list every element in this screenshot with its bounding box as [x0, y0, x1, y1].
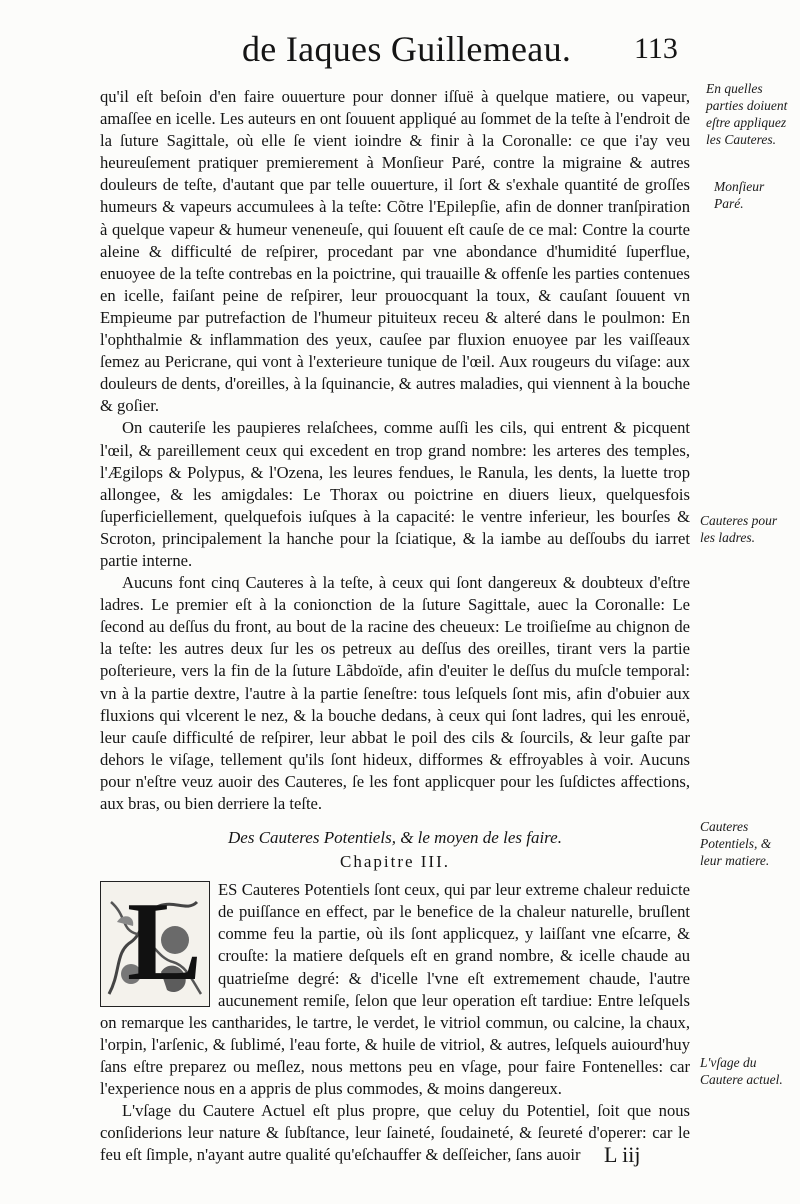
final-paragraph: L'vſage du Cautere Actuel eſt plus propre, que celuy du Potentiel, ſoit que nous conſiderions leur nature & ſubſtance, leur ſaineté, ſoudaineté, & ſeureté d'operer: car le feu eſt ſimple, n'ayant autre qualité qu'eſchauffer & deſſeicher, ſans auoir	[100, 1101, 690, 1165]
chapter-paragraph-block	[100, 879, 690, 1100]
section-heading: Des Cauteres Potentiels, & le moyen de les faire.	[228, 828, 562, 848]
paragraph-2: On cauteriſe les paupieres relaſchees, comme auſſi les cils, qui entrent & picquent l'œil, & pareillement ceux qui excedent en trop grand nombre: les arteres des temples, l'Ægilops & Polypus, & l'Ozena, les leures fendues, le Ranula, les dents, la luette trop allongee, & les amigdales: Le Thorax ou poictrine en diuers lieux, quelquesfois ſuperficiellement, quelquefois iuſques à la capacité: le ventre inferieur, les bourſes & Scroton, principalement la hanche pour la ſciatique, & la iambe au deſſoubs du iarret partie interne.	[100, 418, 690, 570]
chapter-heading: Chapitre III.	[339, 852, 451, 872]
drop-cap-initial	[100, 881, 210, 1007]
signature-mark: L iij	[604, 1142, 641, 1167]
page-header	[0, 28, 800, 78]
margin-note-2: Monſieur Paré.	[714, 179, 765, 211]
margin-note-5: L'vſage du Cautere actuel.	[700, 1055, 783, 1087]
chapter-paragraph: ES Cauteres Potentiels ſont ceux, qui par leur extreme chaleur reduicte de puiſſance en effect, par le benefice de la chaleur naturelle, bruſlent comme feu la partie, où ils ſont applicquez, y laiſſant vne eſcarre, & crouſte: la matiere deſquels eſt en grand nombre, & icelle chaude au quatrieſme degré: & d'icelle l'vne eſt extremement chaude, l'autre aucunement remiſe, ſelon que leur operation eſt tardiue: Entre leſquels on remarque les cantharides, le tartre, le verdet, le vitriol commun, ou calcine, la chaux, l'orpin, l'arſenic, & ſublimé, l'eau forte, & huile de vitriol, & autres, leſquels auiourd'huy ſans eſtre preparez ou meſlez, nous mettons peu en vſage, pour faire Fontenelles: car l'experience nous en a appris de plus commodes, & moins dangereux.	[100, 880, 690, 1099]
page-number: 113	[634, 32, 678, 65]
paragraph-1: qu'il eſt beſoin d'en faire ouuerture pour donner iſſuë à quelque matiere, ou vapeur, amaſſee en icelle. Les auteurs en ont ſouuent appliqué au ſommet de la teſte à l'endroit de la ſuture Sagittale, où elle ſe vient ioindre & finir à la Coronalle: ce que i'ay veu heureuſement pratiquer premierement à Monſieur Paré, contre la migraine & autres douleurs de teſte, d'autant que par telle ouuerture, il ſort & s'exhale quantité de groſſes humeurs & vapeurs accumulees à la teſte: Cõtre l'Epilepſie, afin de donner tranſpiration à quelque vapeur & humeur veneneuſe, qui ſouuent eſt cauſe de ce mal: Contre la courte aleine & difficulté de reſpirer, procedant par vne abondance d'humidité ſuperflue, enuoyee de la teſte contrebas en la poictrine, qui trauaille & offenſe les parties contenues en icelle, faiſant peine de reſpirer, leur prouocquant la toux, & cauſant ſouuent vn Empieume par putrefaction de l'humeur pituiteux receu & alteré dans le poulmon: En l'ophthalmie & inflammation des yeux, cauſee par fluxion enuoyee par les vaiſſeaux ſemez au Pericrane, qui vont à l'exterieure tunique de l'œil. Aux rougeurs du viſage: aux douleurs de dents, d'oreilles, à la ſquinancie, & autres maladies, qui viennent à la bouche & goſier.	[100, 87, 690, 416]
running-title: de Iaques Guillemeau.	[242, 29, 572, 69]
paragraph-3: Aucuns font cinq Cauteres à la teſte, à ceux qui ſont dangereux & doubteux d'eſtre ladres. Le premier eſt à la conionction de la ſuture Sagittale, auec la Coronalle: Le ſecond au deſſus du front, au bout de la racine des cheueux: Le troiſieſme au chignon de la teſte: les autres deux ſur les os petreux au deſſus des oreilles, tirant vers la partie poſterieure, vers la fin de la ſuture Lãbdoïde, afin d'euiter le deſſus du muſcle temporal: vn à la partie dextre, l'autre à la partie ſeneſtre: tous leſquels ſont mis, afin d'obuier aux fluxions qui vlcerent le nez, & la bouche dedans, à ceux qui ſont ladres, qui les enrouë, leur cauſe difficulté de reſpirer, leur abbat le poil des cils & ſourcils, & leur gaſte par dehors le viſage, tellement qu'ils ſont hideux, difformes & effroyables à voir. Aucuns pour n'eſtre veuz auoir des Cauteres, ſe les font applicquer pour les ſuſdictes affections, aux bras, ou bien derriere la teſte.	[100, 573, 690, 813]
margin-note-4: Cauteres Potentiels, & leur matiere.	[700, 819, 772, 868]
margin-note-3: Cauteres pour les ladres.	[700, 513, 778, 545]
drop-cap-letter: L	[127, 881, 202, 1005]
margin-note-1: En quelles parties doiuent eſtre appliquez les Cauteres.	[706, 81, 788, 147]
page-body	[100, 86, 690, 1166]
